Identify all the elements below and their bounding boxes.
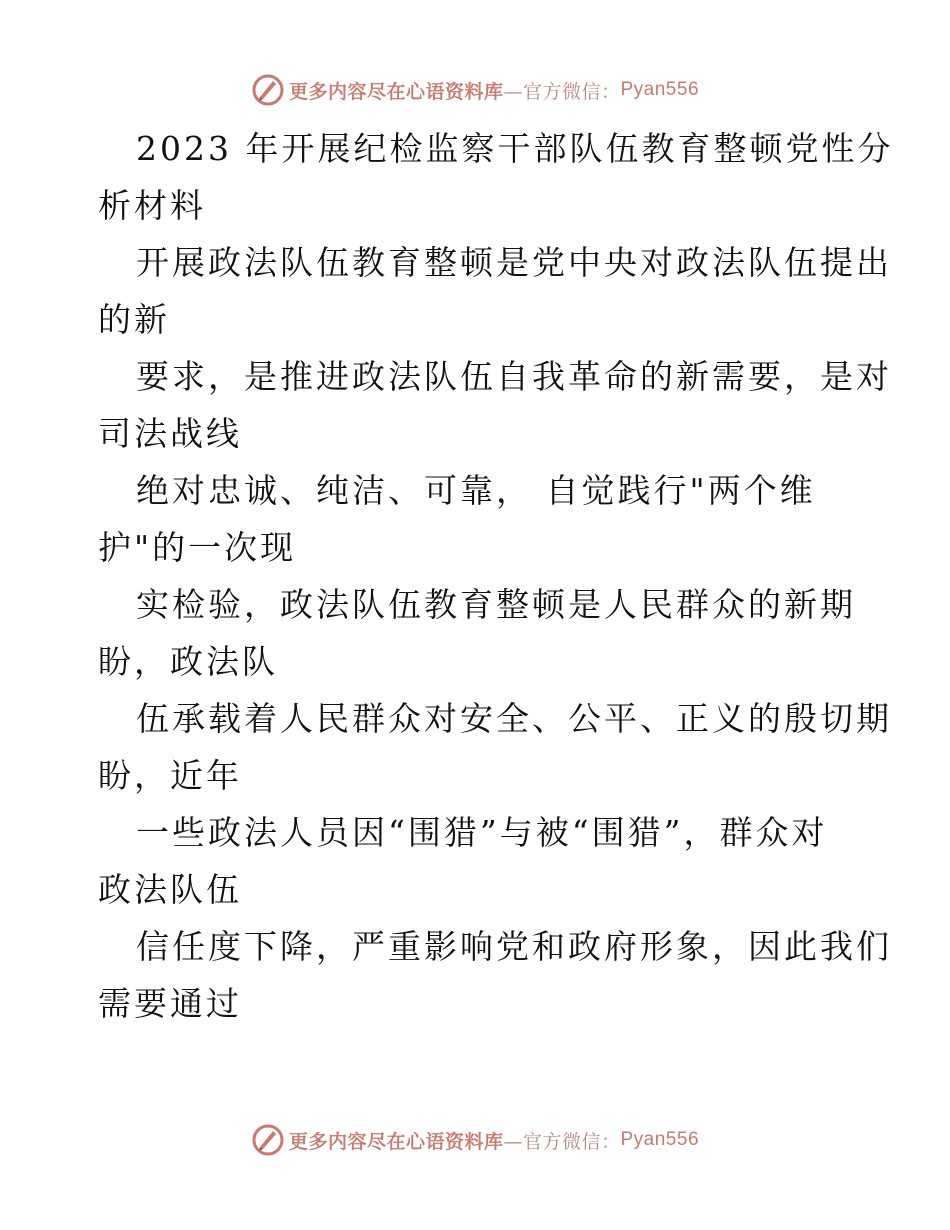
paragraph-line: 盼，政法队 — [98, 642, 278, 681]
paragraph-line: 伍承载着人民群众对安全、公平、正义的殷切期 — [136, 699, 892, 738]
paragraph-line: 实检验，政法队伍教育整顿是人民群众的新期 — [136, 585, 856, 624]
watermark-main-text: 更多内容尽在心语资料库 — [288, 1130, 504, 1153]
paragraph-line: 需要通过 — [98, 984, 242, 1023]
watermark-wechat-id: Pyan556 — [620, 79, 700, 100]
brand-logo-icon — [251, 1123, 285, 1157]
paragraph-line: 政法队伍 — [98, 870, 242, 909]
watermark-sub-text: —官方微信： — [503, 80, 621, 103]
title-line-1: 2023 年开展纪检监察干部队伍教育整顿党性分 — [136, 129, 894, 168]
paragraph-line: 绝对忠诚、纯洁、可靠， 自觉践行"两个维 — [136, 471, 816, 510]
paragraph-line: 司法战线 — [98, 414, 242, 453]
watermark-wechat-id: Pyan556 — [620, 1129, 700, 1150]
paragraph-line: 一些政法人员因“围猎”与被“围猎”，群众对 — [136, 813, 828, 852]
header-watermark — [0, 70, 950, 110]
title-line-2: 析材料 — [98, 186, 206, 225]
brand-logo-icon — [251, 73, 285, 107]
watermark-main-text: 更多内容尽在心语资料库 — [288, 80, 504, 103]
paragraph-line: 盼，近年 — [98, 756, 242, 795]
paragraph-line: 要求，是推进政法队伍自我革命的新需要，是对 — [136, 357, 892, 396]
paragraph-line: 护"的一次现 — [98, 528, 297, 567]
document-body — [98, 120, 894, 1032]
paragraph-line: 信任度下降，严重影响党和政府形象，因此我们 — [136, 927, 892, 966]
footer-watermark — [0, 1120, 950, 1160]
paragraph-line: 的新 — [98, 300, 170, 339]
paragraph-line: 开展政法队伍教育整顿是党中央对政法队伍提出 — [136, 243, 892, 282]
watermark-sub-text: —官方微信： — [503, 1130, 621, 1153]
